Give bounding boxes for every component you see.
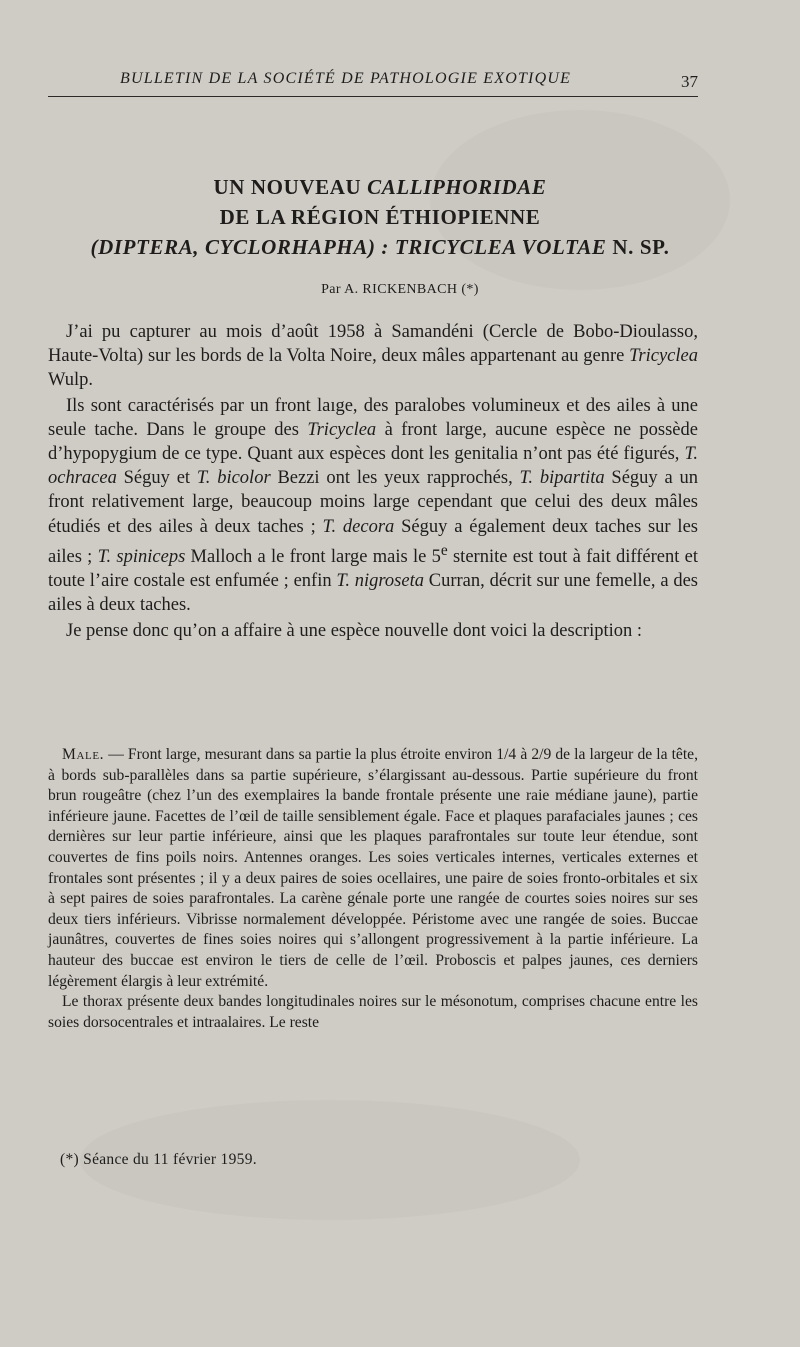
journal-title: BULLETIN DE LA SOCIÉTÉ DE PATHOLOGIE EXOTIQUE bbox=[120, 70, 572, 87]
title-line-3 bbox=[40, 232, 720, 262]
species-name: T. nigroseta bbox=[336, 571, 424, 592]
genus-name: Tricyclea bbox=[629, 346, 698, 367]
title-line-1 bbox=[40, 172, 720, 202]
header-rule bbox=[48, 96, 698, 97]
ordinal-superscript: e bbox=[440, 541, 448, 559]
body-text bbox=[48, 320, 698, 644]
running-head bbox=[48, 66, 698, 100]
species-name: T. ochracea bbox=[48, 444, 698, 489]
text-run: Ils sont caractérisés par un front laıge, des paralobes volumineux et des ailes à une seule tache. Dans le groupe des bbox=[48, 395, 698, 440]
male-label: Male. bbox=[62, 746, 105, 763]
title-line-2: DE LA RÉGION ÉTHIOPIENNE bbox=[219, 205, 541, 229]
page-number: 37 bbox=[681, 72, 698, 91]
text-run: Curran, décrit sur une femelle, a des ailes à deux taches. bbox=[48, 571, 698, 616]
species-name: T. bicolor bbox=[196, 468, 271, 489]
footnote: (*) Séance du 11 février 1959. bbox=[60, 1151, 257, 1168]
author-line: Par A. RICKENBACH (*) bbox=[321, 282, 479, 297]
new-species-mark: N. SP. bbox=[606, 235, 670, 259]
male-description bbox=[48, 745, 698, 992]
text-run: Wulp. bbox=[48, 370, 93, 391]
text-run: J’ai pu capturer au mois d’août 1958 à Samandéni (Cercle de Bobo-Dioulasso, Haute-Volta) sur les bords de la Volta Noire, deux mâles appartenant au genre bbox=[48, 322, 698, 367]
family-name: CALLIPHORIDAE bbox=[367, 175, 547, 199]
species-name: T. spiniceps bbox=[97, 546, 186, 567]
text-run: Bezzi ont les yeux rapprochés, bbox=[270, 468, 520, 489]
thorax-description: Le thorax présente deux bandes longitudinales noires sur le mésonotum, comprises chacune entre les soies dorsocentrales et intraalaires. Le reste bbox=[48, 993, 698, 1031]
article-title bbox=[40, 172, 720, 262]
text-run: Séguy a un front relativement large, beaucoup moins large cependant que celui des deux mâles étudiés et des ailes à deux taches ; bbox=[48, 468, 698, 537]
genus-name: Tricyclea bbox=[307, 419, 377, 440]
species-name: T. decora bbox=[322, 516, 395, 537]
species-name: T. bipartita bbox=[519, 468, 605, 489]
text-run: à front large, aucune espèce ne possède d’hypopygium de ce type. Quant aux espèces dont les genitalia n’ont pas été figurés, bbox=[48, 419, 698, 465]
text-run: Séguy a également deux taches sur les ailes ; bbox=[48, 516, 698, 567]
paragraph-1 bbox=[48, 320, 698, 393]
taxon-name: (DIPTERA, CYCLORHAPHA) : TRICYCLEA VOLTAE bbox=[90, 235, 607, 259]
species-description bbox=[48, 745, 698, 1033]
text-run: Malloch a le front large mais le 5 bbox=[185, 546, 441, 567]
text-run: — Front large, mesurant dans sa partie la plus étroite environ 1/4 à 2/9 de la largeur de la tête, à bords sub-parallèles dans sa partie supérieure, s’élargissant au-dessous. Partie supérieure du front brun rougeâtre (chez l’un des exemplaires la bande frontale présente une raie médiane jaune), partie inférieure jaune. Facettes de l’œil de taille sensiblement égale. Face et plaques parafaciales jaunes ; ces dernières sur leur partie inférieure, ainsi que les plaques parafrontales sur toute leur étendue, sont couvertes de fins poils noirs. Antennes oranges. Les soies verticales internes, verticales externes et frontales sont présentes ; il y a deux paires de soies ocellaires, une paire de soies fronto-orbitales et six à sept paires de soies parafrontales. La carène génale porte une rangée de courtes soies noires sur ses deux tiers inférieurs. Vibrisse normalement développée. Péristome avec une rangée de soies. Buccae jaunâtres, couvertes de fines soies noires qui s’allongent progressivement à la partie inférieure. La hauteur des buccae est environ le tiers de celle de l’œil. Proboscis et palpes jaunes, ces derniers légèrement élargis à leur extrémité. bbox=[48, 746, 698, 990]
text-run: Séguy et bbox=[116, 468, 197, 489]
text-run: sternite est tout à fait différent et toute l’aire costale est enfumée ; enfin bbox=[48, 546, 698, 592]
title-text: UN NOUVEAU bbox=[213, 175, 368, 199]
paragraph-2 bbox=[48, 394, 698, 618]
paragraph-3: Je pense donc qu’on a affaire à une espèce nouvelle dont voici la description : bbox=[66, 620, 643, 641]
